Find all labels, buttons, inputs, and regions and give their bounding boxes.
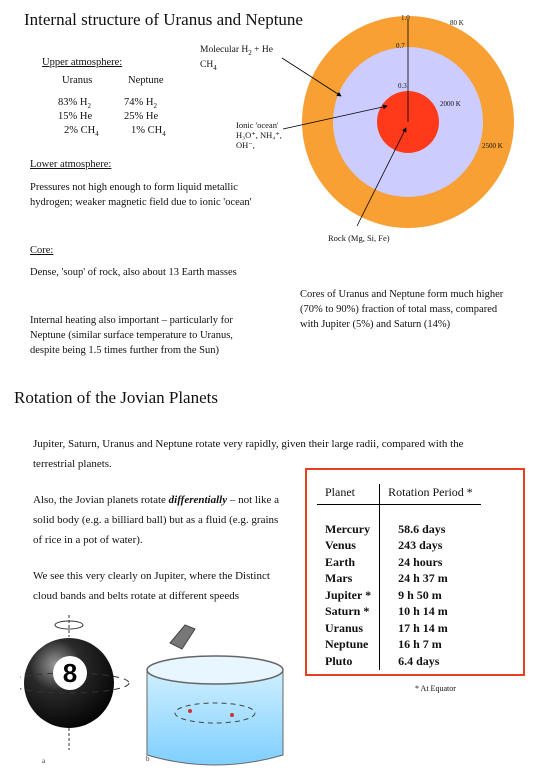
ball-number: 8 — [62, 658, 78, 688]
molecular-arrow — [282, 58, 341, 96]
table-row: Venus 243 days — [317, 538, 481, 555]
radius-label-07: 0.7 — [396, 42, 405, 50]
rotation-table — [317, 484, 481, 670]
rock-label: Rock (Mg, Si, Fe) — [328, 233, 390, 243]
table-row: Jupiter * 9 h 50 m — [317, 587, 481, 604]
section1-title: Internal structure of Uranus and Neptune — [24, 10, 303, 29]
composition-neptune-he: 25% He — [124, 111, 159, 122]
ionic-ocean-label: Ionic 'ocean' H₃O⁺, NH₄⁺, OH⁻, — [236, 120, 282, 150]
temp-label-2000k: 2000 K — [440, 100, 461, 108]
table-row: Saturn * 10 h 14 m — [317, 604, 481, 621]
rotation-table-box — [305, 468, 525, 676]
rotation-figure — [20, 615, 290, 775]
composition-uranus-ch4: 2% $CH_4$ — [64, 125, 99, 139]
upper-atmosphere-heading: Upper atmosphere: — [42, 57, 123, 68]
col-header-uranus: Uranus — [62, 75, 93, 86]
section2-title: Rotation of the Jovian Planets — [14, 388, 218, 407]
table-row: Earth 24 hours — [317, 554, 481, 571]
temp-label-2500k: 2500 K — [482, 142, 503, 150]
rotation-para1: Jupiter, Saturn, Uranus and Neptune rotate very rapidly, given their large radii, compared with the terrestrial planets. — [33, 438, 464, 470]
table-row: Mars 24 h 37 m — [317, 571, 481, 588]
table-header-period: Rotation Period * — [380, 484, 481, 504]
lower-atmosphere-text: Pressures not high enough to form liquid metallic hydrogen; weaker magnetic field due to ionic 'ocean' — [30, 182, 252, 208]
radius-label-1: 1.0 — [401, 14, 410, 22]
table-row: Mercury 58.6 days — [317, 521, 481, 538]
composition-neptune-ch4: 1% $CH_4$ — [131, 125, 166, 139]
table-row: Neptune 16 h 7 m — [317, 637, 481, 654]
composition-uranus-h2: 83% $H_2$ — [58, 97, 91, 111]
composition-neptune-h2: 74% $H_2$ — [124, 97, 157, 111]
table-footnote: * At Equator — [415, 684, 456, 693]
rotation-para3: We see this very clearly on Jupiter, where the Distinct cloud bands and belts rotate at different speeds — [33, 570, 270, 602]
table-row: Uranus 17 h 14 m — [317, 620, 481, 637]
leader-lines — [0, 0, 540, 300]
pot-of-water — [147, 625, 283, 765]
internal-heating-text: Internal heating also important – particularly for Neptune (similar surface temperature to Uranus, despite being 1.5 times further from the Sun) — [30, 315, 233, 356]
rock-arrow — [357, 128, 406, 226]
radius-label-03: 0.3 — [398, 82, 407, 90]
molecular-label: Molecular $H_2 + He$ $CH_4$ — [200, 45, 273, 72]
table-row: Pluto 6.4 days — [317, 653, 481, 670]
col-header-neptune: Neptune — [128, 75, 164, 86]
lower-atmosphere-heading: Lower atmosphere: — [30, 159, 112, 170]
composition-uranus-he: 15% He — [58, 111, 93, 122]
cores-fraction-note: Cores of Uranus and Neptune form much higher (70% to 90%) fraction of total mass, compared with Jupiter (5%) and Saturn (14%) — [300, 289, 504, 330]
figure-label-b: b — [146, 755, 150, 763]
core-text: Dense, 'soup' of rock, also about 13 Earth masses — [30, 267, 237, 278]
figure-label-a: a — [42, 757, 46, 765]
ionic-arrow — [283, 106, 387, 129]
table-header-planet: Planet — [317, 484, 380, 504]
temp-label-80k: 80 K — [450, 19, 464, 27]
core-heading: Core: — [30, 245, 54, 256]
rotation-para2: Also, the Jovian planets rotate differentially – not like a solid body (e.g. a billiard ball) but as a fluid (e.g. grains of rice in a pot of water). — [33, 494, 280, 546]
